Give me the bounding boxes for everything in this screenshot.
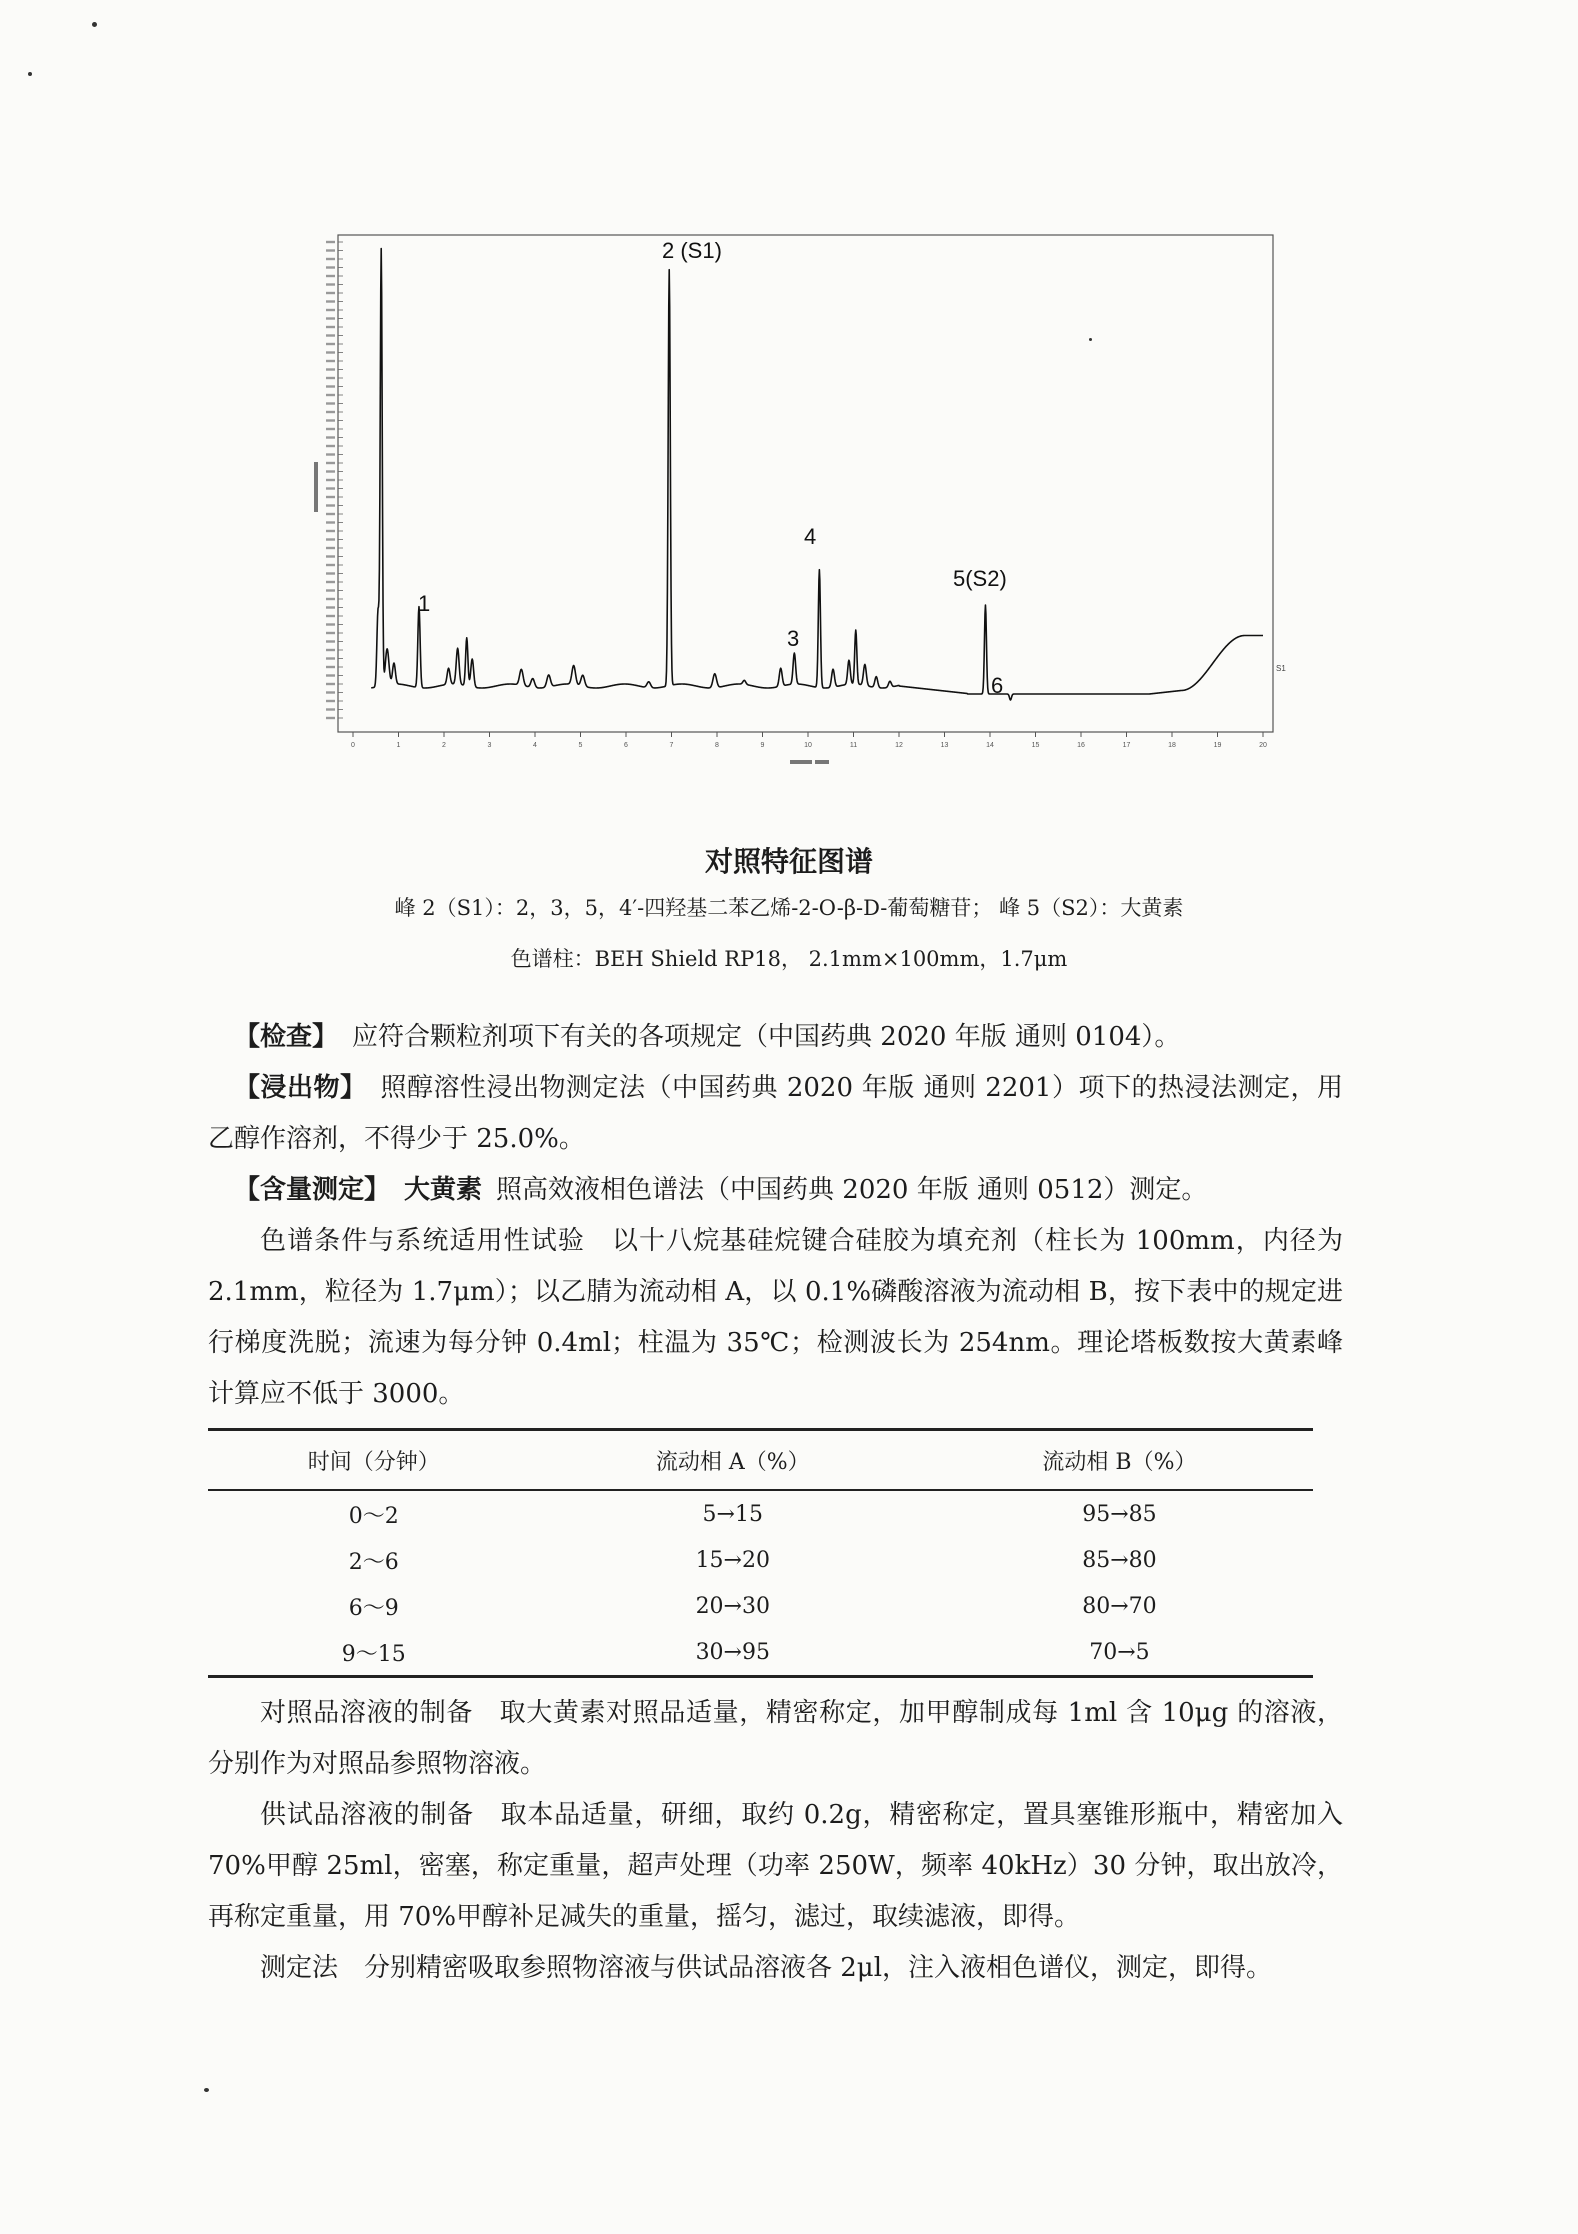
y-axis-tick-label <box>326 657 335 659</box>
y-axis-tick-label <box>326 700 335 702</box>
extract-section <box>208 1063 1343 1165</box>
table-cell-phase-b: 85→80 <box>1082 1547 1157 1573</box>
x-axis-tick-label: 4 <box>533 742 537 749</box>
y-axis-tick-label <box>326 343 335 345</box>
table-cell-phase-a: 30→95 <box>695 1639 770 1665</box>
peak-label-1: 1 <box>418 591 431 616</box>
check-section <box>208 1012 1343 1063</box>
x-axis-unit-label <box>790 760 829 764</box>
table-cell-time: 2～6 <box>348 1549 399 1575</box>
table-row <box>208 1537 1313 1583</box>
y-axis-tick-label <box>326 547 335 549</box>
y-axis-unit-label <box>314 462 318 512</box>
table-cell-phase-b: 70→5 <box>1089 1639 1150 1665</box>
peak-label-5: 5(S2) <box>953 566 1007 591</box>
peak-label-3: 3 <box>787 626 800 651</box>
figure-title: 对照特征图谱 <box>704 845 873 878</box>
x-axis-tick-label: 6 <box>624 742 628 749</box>
y-axis-tick-label <box>326 292 335 294</box>
y-axis-tick-label <box>326 300 335 302</box>
y-axis-tick-label <box>326 717 335 719</box>
table-cell-time: 9～15 <box>341 1641 406 1667</box>
figure-peaks-note: 峰 2（S1）：2，3，5，4′-四羟基二苯乙烯-2-O-β-D-葡萄糖苷； 峰 5（S2）：大黄素 <box>394 896 1184 920</box>
y-axis-tick-label <box>326 334 335 336</box>
x-axis-tick-label: 10 <box>804 742 812 749</box>
y-axis-tick-label <box>326 266 335 268</box>
chromatographic-conditions: 色谱条件与系统适用性试验 以十八烷基硅烷键合硅胶为填充剂（柱长为 100mm，内径为 2.1mm，粒径为 1.7μm）；以乙腈为流动相 A，以 0.1%磷酸溶液为流动相 B，按下表中的规定进行梯度洗脱；流速为每分钟 0.4ml；柱温为 35℃；检测波长为 254nm。理论塔板数按大黄素峰计算应不低于 3000。 <box>208 1226 1343 1409</box>
y-axis-tick-label <box>326 555 335 557</box>
y-axis-tick-label <box>326 521 335 523</box>
x-axis-tick-label: 18 <box>1168 742 1176 749</box>
table-cell-phase-a: 15→20 <box>695 1547 770 1573</box>
peak-label-2: 2 (S1) <box>662 238 722 263</box>
x-axis-tick-label: 17 <box>1122 742 1131 749</box>
y-axis-tick-label <box>326 402 335 404</box>
table-cell-time: 0～2 <box>348 1503 399 1529</box>
y-axis-tick-label <box>326 368 335 370</box>
y-axis-tick-label <box>326 275 335 277</box>
x-axis-tick-label: 15 <box>1031 742 1040 749</box>
assay-section <box>208 1165 1343 1216</box>
y-axis-tick-label <box>326 462 335 464</box>
y-axis-tick-label <box>326 496 335 498</box>
y-axis-tick-label <box>326 479 335 481</box>
y-axis-tick-label <box>326 640 335 642</box>
assay-subject: 大黄素 <box>404 1175 483 1205</box>
check-text: 应符合颗粒剂项下有关的各项规定（中国药典 2020 年版 通则 0104）。 <box>352 1022 1181 1052</box>
test-solution-paragraph: 供试品溶液的制备 取本品适量，研细，取约 0.2g，精密称定，置具塞锥形瓶中，精密加入 70%甲醇 25ml，密塞，称定重量，超声处理（功率 250W，频率 40kHz）30 分钟，取出放冷，再称定重量，用 70%甲醇补足减失的重量，摇匀，滤过，取续滤液，即得。 <box>208 1800 1343 1932</box>
y-axis-tick-label <box>326 351 335 353</box>
extract-text: 照醇溶性浸出物测定法（中国药典 2020 年版 通则 2201）项下的热浸法测定，用乙醇作溶剂，不得少于 25.0%。 <box>208 1073 1343 1154</box>
table-cell-phase-a: 5→15 <box>702 1501 763 1527</box>
x-axis-tick-label: 0 <box>351 742 355 749</box>
trace-end-label: S1 <box>1276 664 1286 673</box>
y-axis-tick-label <box>326 326 335 328</box>
x-axis <box>338 732 1273 749</box>
y-axis-tick-label <box>326 538 335 540</box>
table-cell-phase-a: 20→30 <box>695 1593 770 1619</box>
assay-heading: 【含量测定】 <box>234 1175 391 1205</box>
scan-speck <box>204 2088 209 2092</box>
y-axis-tick-label <box>326 564 335 566</box>
y-axis-tick-label <box>326 317 335 319</box>
x-axis-tick-label: 2 <box>442 742 446 749</box>
y-axis-tick-label <box>326 674 335 676</box>
x-axis-tick-label: 19 <box>1213 742 1222 749</box>
x-axis-tick-label: 9 <box>760 742 765 749</box>
x-axis-tick-label: 20 <box>1259 742 1267 749</box>
y-axis-tick-label <box>326 360 335 362</box>
x-axis-tick-label: 1 <box>396 742 401 749</box>
y-axis-tick-label <box>326 632 335 634</box>
y-axis-tick-label <box>326 377 335 379</box>
table-header-time: 时间（分钟） <box>307 1449 440 1475</box>
y-axis-tick-label <box>326 513 335 515</box>
y-axis-tick-label <box>326 241 335 243</box>
table-header-phase-b: 流动相 B（%） <box>1042 1449 1197 1475</box>
procedure-paragraph: 测定法 分别精密吸取参照物溶液与供试品溶液各 2μl，注入液相色谱仪，测定，即得。 <box>260 1953 1273 1983</box>
extract-heading: 【浸出物】 <box>234 1073 367 1103</box>
scan-speck <box>92 22 97 27</box>
x-axis-tick-label: 14 <box>986 742 994 749</box>
assay-text: 照高效液相色谱法（中国药典 2020 年版 通则 0512）测定。 <box>496 1175 1208 1205</box>
y-axis-tick-label <box>326 419 335 421</box>
peak-label-6: 6 <box>991 673 1004 698</box>
y-axis-tick-label <box>326 649 335 651</box>
y-axis-tick-label <box>326 666 335 668</box>
x-axis-tick-label: 7 <box>669 742 674 749</box>
y-axis-tick-label <box>326 598 335 600</box>
y-axis-tick-label <box>326 453 335 455</box>
y-axis-tick-label <box>326 581 335 583</box>
y-axis-tick-label <box>326 445 335 447</box>
y-axis-tick-label <box>326 470 335 472</box>
table-cell-phase-b: 95→85 <box>1082 1501 1157 1527</box>
x-axis-tick-label: 5 <box>578 742 583 749</box>
y-axis-tick-label <box>326 504 335 506</box>
table-header-row <box>208 1430 1313 1491</box>
y-axis-tick-label <box>326 309 335 311</box>
scan-speck <box>28 72 32 76</box>
y-axis-tick-label <box>326 258 335 260</box>
y-axis-tick-label <box>326 708 335 710</box>
figure-column-note: 色谱柱：BEH Shield RP18， 2.1mm×100mm，1.7μm <box>510 947 1068 971</box>
table-cell-time: 6～9 <box>348 1595 399 1621</box>
y-axis-tick-label <box>326 394 335 396</box>
y-axis-tick-label <box>326 411 335 413</box>
x-axis-tick-label: 12 <box>895 742 903 749</box>
y-axis-tick-label <box>326 572 335 574</box>
y-axis-tick-label <box>326 615 335 617</box>
table-cell-phase-b: 80→70 <box>1082 1593 1157 1619</box>
y-axis-ticks <box>326 241 343 719</box>
y-axis-tick-label <box>326 683 335 685</box>
y-axis-tick-label <box>326 606 335 608</box>
table-row <box>208 1583 1313 1629</box>
y-axis-tick-label <box>326 428 335 430</box>
y-axis-tick-label <box>326 249 335 251</box>
x-axis-tick-label: 13 <box>940 742 949 749</box>
check-heading: 【检查】 <box>234 1022 339 1052</box>
x-axis-tick-label: 11 <box>849 742 858 749</box>
table-header-phase-a: 流动相 A（%） <box>655 1449 810 1475</box>
y-axis-tick-label <box>326 436 335 438</box>
x-axis-tick-label: 8 <box>715 742 719 749</box>
peak-label-4: 4 <box>804 524 817 549</box>
gradient-table <box>208 1428 1313 1678</box>
reference-solution-paragraph: 对照品溶液的制备 取大黄素对照品适量，精密称定，加甲醇制成每 1ml 含 10μg 的溶液，分别作为对照品参照物溶液。 <box>208 1698 1343 1779</box>
y-axis-tick-label <box>326 589 335 591</box>
y-axis-tick-label <box>326 283 335 285</box>
x-axis-tick-label: 16 <box>1077 742 1085 749</box>
y-axis-tick-label <box>326 530 335 532</box>
reference-chromatogram <box>310 230 1286 775</box>
y-axis-tick-label <box>326 487 335 489</box>
x-axis-tick-label: 3 <box>487 742 492 749</box>
table-row <box>208 1629 1313 1677</box>
chromatogram-trace <box>371 249 1263 701</box>
y-axis-tick-label <box>326 385 335 387</box>
y-axis-tick-label <box>326 623 335 625</box>
table-row <box>208 1490 1313 1537</box>
y-axis-tick-label <box>326 691 335 693</box>
